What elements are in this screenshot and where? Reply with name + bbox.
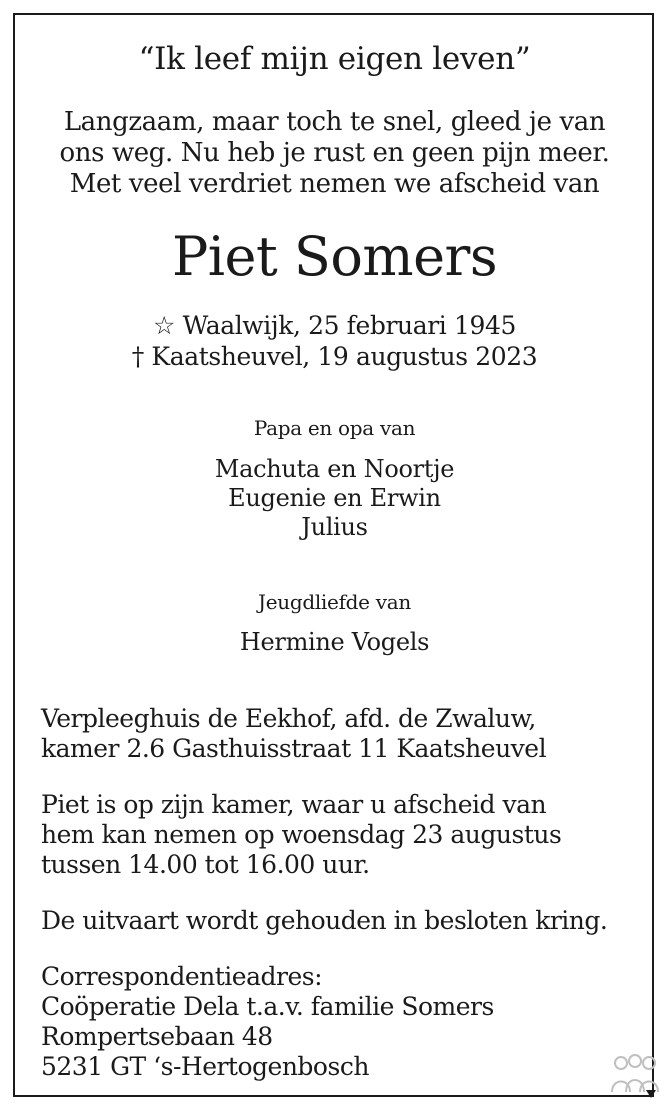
correspondence-line: Rompertsebaan 48 <box>41 1022 273 1051</box>
intro-line: ons weg. Nu heb je rust en geen pijn meer. <box>59 138 610 168</box>
visit-line: tussen 14.00 tot 16.00 uur. <box>41 850 370 879</box>
visit-text <box>41 790 561 880</box>
love-name: Hermine Vogels <box>239 628 430 656</box>
family-member: Eugenie en Erwin <box>228 484 441 512</box>
correspondence-line: Coöperatie Dela t.a.v. familie Somers <box>41 992 494 1021</box>
intro-line: Langzaam, maar toch te snel, gleed je van <box>63 107 606 137</box>
love-heading: Jeugdliefde van <box>258 590 411 614</box>
visit-line: hem kan nemen op woensdag 23 augustus <box>41 820 562 849</box>
deceased-name: Piet Somers <box>171 225 498 288</box>
location-line: Verpleeghuis de Eekhof, afd. de Zwaluw, <box>41 704 536 733</box>
intro-text <box>13 107 656 200</box>
birth-line: ☆ Waalwijk, 25 februari 1945 <box>153 311 516 340</box>
location-text <box>41 704 546 764</box>
intro-line: Met veel verdriet nemen we afscheid van <box>69 169 600 199</box>
people-logo-icon <box>608 1054 660 1100</box>
correspondence-line: Correspondentieadres: <box>41 962 323 991</box>
correspondence-line: 5231 GT ‘s-Hertogenbosch <box>41 1052 369 1081</box>
visit-line: Piet is op zijn kamer, waar u afscheid van <box>41 790 547 819</box>
family-member: Julius <box>301 513 368 541</box>
family-heading: Papa en opa van <box>253 416 416 440</box>
family-member: Machuta en Noortje <box>214 455 455 483</box>
motto: “Ik leef mijn eigen leven” <box>138 41 531 77</box>
funeral-text: De uitvaart wordt gehouden in besloten kring. <box>41 906 608 935</box>
life-dates <box>13 310 656 372</box>
location-line: kamer 2.6 Gasthuisstraat 11 Kaatsheuvel <box>41 734 547 763</box>
family-list <box>13 455 656 542</box>
correspondence-text <box>41 962 494 1082</box>
death-line: † Kaatsheuvel, 19 augustus 2023 <box>131 342 538 371</box>
